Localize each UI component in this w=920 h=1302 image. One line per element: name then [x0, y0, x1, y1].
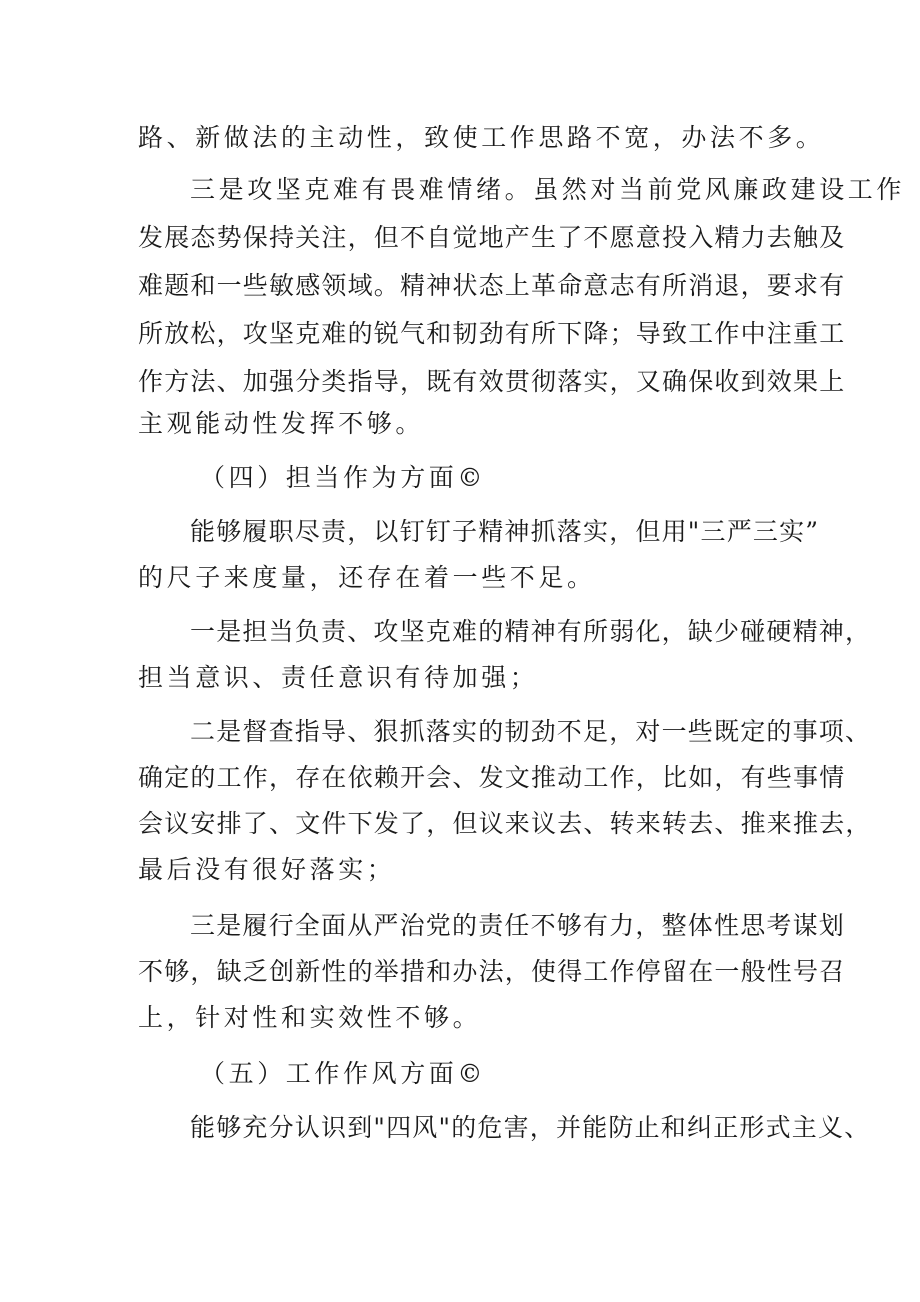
- paragraph-line: 不够，缺乏创新性的举措和办法，使得工作停留在一般性号召: [138, 957, 846, 986]
- paragraph-line: 能够履职尽责，以钉钉子精神抓落实，但用"三严三实”: [190, 517, 820, 546]
- section-heading: （五）工作作风方面©: [200, 1059, 487, 1088]
- paragraph-line: 难题和一些敏感领域。精神状态上革命意志有所消退，要求有: [138, 271, 846, 300]
- paragraph-line: 三是履行全面从严治党的责任不够有力，整体性思考谋划: [190, 911, 846, 940]
- paragraph-line: 会议安排了、文件下发了，但议来议去、转来转去、推来推去，: [138, 809, 872, 838]
- paragraph-line: 所放松，攻坚克难的锐气和韧劲有所下降；导致工作中注重工: [138, 319, 846, 348]
- section-heading: （四）担当作为方面©: [200, 463, 487, 492]
- paragraph-line: 二是督查指导、狠抓落实的韧劲不足，对一些既定的事项、: [190, 717, 872, 746]
- paragraph-line: 能够充分认识到"四风"的危害，并能防止和纠正形式主义、: [190, 1113, 871, 1142]
- paragraph-line: 确定的工作，存在依赖开会、发文推动工作，比如，有些事情: [138, 763, 846, 792]
- paragraph-line: 的尺子来度量，还存在着一些不足。: [138, 563, 596, 592]
- paragraph-line: 主观能动性发挥不够。: [138, 409, 425, 438]
- paragraph-line: 最后没有很好落实；: [138, 855, 396, 884]
- paragraph-line: 作方法、加强分类指导，既有效贯彻落实，又确保收到效果上: [138, 367, 846, 396]
- paragraph-line: 上，针对性和实效性不够。: [138, 1003, 482, 1032]
- paragraph-line: 发展态势保持关注，但不自觉地产生了不愿意投入精力去触及: [138, 223, 846, 252]
- paragraph-line: 路、新做法的主动性，致使工作思路不宽，办法不多。: [138, 123, 825, 152]
- paragraph-line: 一是担当负责、攻坚克难的精神有所弱化，缺少碰硬精神，: [190, 617, 872, 646]
- paragraph-line: 担当意识、责任意识有待加强；: [138, 663, 539, 692]
- paragraph-line: 三是攻坚克难有畏难情绪。虽然对当前党风廉政建设工作: [190, 175, 906, 204]
